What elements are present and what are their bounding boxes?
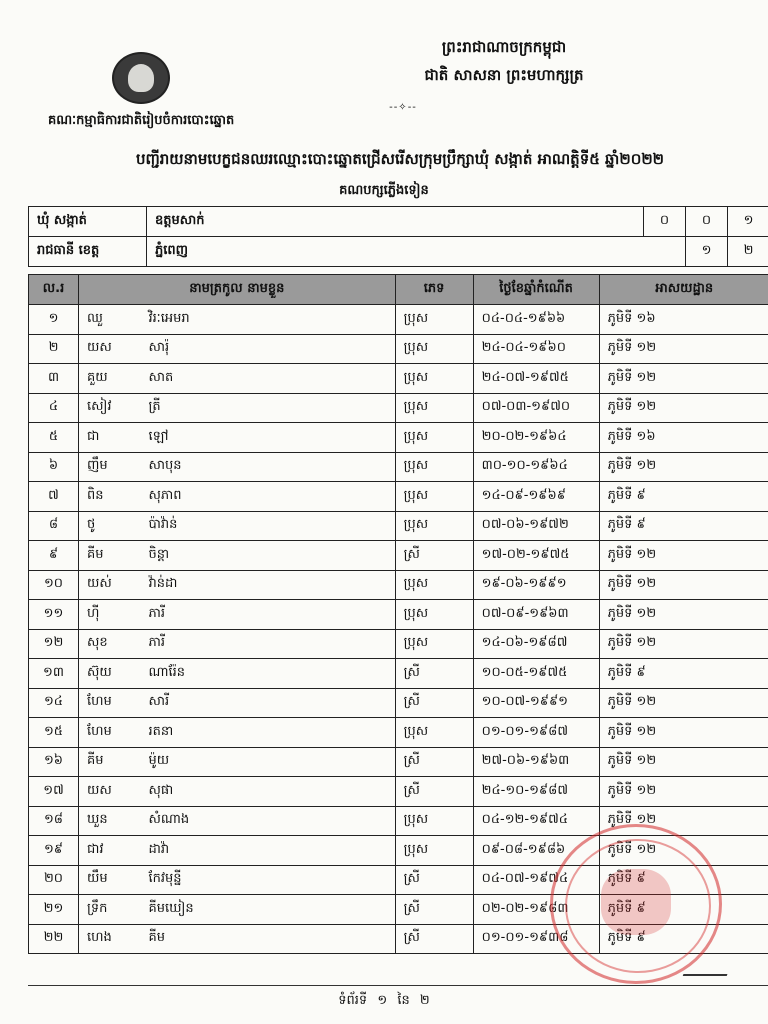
birth-date: ០៧-០៣-១៩៧០ [473,393,599,423]
surname: គីម [79,747,141,777]
given-name: ប៉ាវ៉ាន់ [141,511,396,541]
sex: ប្រុស [395,452,473,482]
address: ភូមិទី ១២ [599,452,768,482]
commune-row [29,207,768,237]
birth-date: ២០-០២-១៩៦៤ [473,423,599,453]
given-name: ចិន្ដា [141,541,396,571]
given-name: ភារី [141,629,396,659]
commune-value: ឧត្ដមសាក់ [147,207,644,237]
birth-date: ១០-០៧-១៩៩១ [473,688,599,718]
surname: យស [79,334,141,364]
table-row [29,629,768,659]
surname: ស៊ុយ [79,659,141,689]
surname: ហែម [79,688,141,718]
address: ភូមិទី ១២ [599,364,768,394]
table-row [29,334,768,364]
table-row [29,511,768,541]
table-row [29,718,768,748]
surname: យឹម [79,865,141,895]
surname: យស [79,777,141,807]
surname: ហេង [79,924,141,954]
address: ភូមិទី ១២ [599,334,768,364]
address: ភូមិទី ១២ [599,718,768,748]
commune-label: ឃុំ សង្កាត់ [29,207,147,237]
address: ភូមិទី ១២ [599,806,768,836]
birth-date: ១៧-០២-១៩៧៥ [473,541,599,571]
candidate-table [28,274,768,954]
province-code-digit: ២ [728,237,768,267]
row-number: ២១ [29,895,79,925]
birth-date: ០៧-០៦-១៩៧២ [473,511,599,541]
sex: ស្រី [395,895,473,925]
table-row [29,600,768,630]
table-row [29,423,768,453]
given-name: ភារី [141,600,396,630]
address: ភូមិទី ១២ [599,541,768,571]
birth-date: ២៤-០៧-១៩៧៥ [473,364,599,394]
commune-code-digit: ១ [728,207,768,237]
table-row [29,836,768,866]
sex: ប្រុស [395,364,473,394]
sex: ប្រុស [395,570,473,600]
sex: ស្រី [395,924,473,954]
address: ភូមិទី ១២ [599,600,768,630]
address: ភូមិទី ១២ [599,393,768,423]
row-number: ៩ [29,541,79,571]
address: ភូមិទី ៩ [599,482,768,512]
sex: ប្រុស [395,393,473,423]
given-name: សុភាព [141,482,396,512]
row-number: ១៤ [29,688,79,718]
table-row [29,865,768,895]
given-name: ឡៅ [141,423,396,453]
birth-date: ០១-០១-១៩៣៨ [473,924,599,954]
birth-date: ០២-០២-១៩៨៣ [473,895,599,925]
surname: ថូ [79,511,141,541]
birth-date: ០៤-១២-១៩៧៤ [473,806,599,836]
page-number: ១ [377,993,388,1008]
surname: ឈួ [79,305,141,335]
birth-date: ៣០-១០-១៩៦៤ [473,452,599,482]
birth-date: ១៩-០៦-១៩៩១ [473,570,599,600]
row-number: ១៣ [29,659,79,689]
given-name: រតនា [141,718,396,748]
table-row [29,393,768,423]
birth-date: ២៤-១០-១៩៨៧ [473,777,599,807]
sex: ប្រុស [395,718,473,748]
sex: ប្រុស [395,629,473,659]
commune-code-digit: ០ [686,207,728,237]
sex: ស្រី [395,777,473,807]
table-row [29,806,768,836]
table-row [29,659,768,689]
address: ភូមិទី ១២ [599,629,768,659]
given-name: សាបុន [141,452,396,482]
row-number: ១៧ [29,777,79,807]
birth-date: ០៤-០៧-១៩៧៤ [473,865,599,895]
given-name: វ៉ាន់ដា [141,570,396,600]
address: ភូមិទី ៩ [599,511,768,541]
row-number: ១១ [29,600,79,630]
surname: ហែម [79,718,141,748]
given-name: សុផា [141,777,396,807]
party-name: គណបក្សភ្លើងទៀន [339,183,429,198]
row-number: ៦ [29,452,79,482]
address: ភូមិទី ១២ [599,777,768,807]
given-name: គីម [141,924,396,954]
page-of-label: នៃ [397,993,410,1008]
province-value: ភ្នំពេញ [147,237,686,267]
committee-name: គណៈកម្មាធិការជាតិរៀបចំការបោះឆ្នោត [48,113,235,128]
document-title: បញ្ជីរាយនាមបេក្ខជនឈរឈ្មោះបោះឆ្នោតជ្រើសរើសក្រុមប្រឹក្សាឃុំ សង្កាត់ អាណត្តិទី៥ ឆ្នាំ២០២២ [135,150,665,168]
location-info-table [28,206,768,267]
row-number: ៥ [29,423,79,453]
birth-date: ១៤-០៩-១៩៦៩ [473,482,599,512]
row-number: ២០ [29,865,79,895]
province-row [29,237,768,267]
sex: ប្រុស [395,305,473,335]
sex: ស្រី [395,747,473,777]
birth-date: ០៧-០៩-១៩៦៣ [473,600,599,630]
address: ភូមិទី ១២ [599,836,768,866]
row-number: ១៩ [29,836,79,866]
address: ភូមិទី ៩ [599,865,768,895]
row-number: ១៨ [29,806,79,836]
given-name: កែវមុន្នី [141,865,396,895]
birth-date: ១០-០៥-១៩៧៥ [473,659,599,689]
row-number: ១០ [29,570,79,600]
header-address: អាសយដ្ឋាន [599,275,768,305]
surname: សៀវ [79,393,141,423]
birth-date: ០៩-០៨-១៩៨៦ [473,836,599,866]
ornament-divider: --✧-- [389,102,417,113]
surname: យស់ [79,570,141,600]
header-number: ល.រ [29,275,79,305]
surname: ហ៊ី [79,600,141,630]
table-header-row [29,275,768,305]
province-label: រាជធានី ខេត្ត [29,237,147,267]
table-row [29,482,768,512]
address: ភូមិទី ១២ [599,570,768,600]
given-name: ដាវ៉ា [141,836,396,866]
given-name: វិរៈអេមរា [141,305,396,335]
table-row [29,924,768,954]
row-number: ៤ [29,393,79,423]
sex: ប្រុស [395,600,473,630]
address: ភូមិទី ១៦ [599,423,768,453]
address: ភូមិទី ១២ [599,688,768,718]
header-birth-date: ថ្ងៃខែឆ្នាំកំណើត [473,275,599,305]
page-footer [0,992,768,1011]
page-total: ២ [419,993,430,1008]
row-number: ៣ [29,364,79,394]
surname: ជាវ [79,836,141,866]
sex: ប្រុស [395,836,473,866]
birth-date: ១៤-០៦-១៩៨៧ [473,629,599,659]
table-row [29,570,768,600]
page-label: ទំព័រទី [338,993,368,1008]
surname: សុខ [79,629,141,659]
sex: ស្រី [395,659,473,689]
birth-date: ២៤-០៤-១៩៦០ [473,334,599,364]
sex: ប្រុស [395,334,473,364]
signature-mark [683,958,734,976]
birth-date: ២៧-០៦-១៩៦៣ [473,747,599,777]
kingdom-heading: ព្រះរាជាណាចក្រកម្ពុជា [441,38,567,56]
given-name: សារ៉ុ [141,334,396,364]
surname: ញឹម [79,452,141,482]
row-number: ១៦ [29,747,79,777]
surname: ជា [79,423,141,453]
address: ភូមិទី ៩ [599,924,768,954]
given-name: ណារ៉ែន [141,659,396,689]
address: ភូមិទី ៩ [599,895,768,925]
table-row [29,452,768,482]
row-number: ១ [29,305,79,335]
sex: ស្រី [395,865,473,895]
table-row [29,895,768,925]
surname: គីម [79,541,141,571]
table-row [29,541,768,571]
row-number: ១២ [29,629,79,659]
given-name: ម៉ូយ [141,747,396,777]
given-name: គីមឃៀន [141,895,396,925]
address: ភូមិទី ១២ [599,747,768,777]
table-row [29,688,768,718]
address: ភូមិទី ៩ [599,659,768,689]
sex: ស្រី [395,688,473,718]
table-row [29,747,768,777]
surname: ទ្រឹក [79,895,141,925]
row-number: ៧ [29,482,79,512]
row-number: ២២ [29,924,79,954]
table-row [29,777,768,807]
sex: ប្រុស [395,511,473,541]
birth-date: ០៤-០៤-១៩៦៦ [473,305,599,335]
given-name: សារី [141,688,396,718]
sex: ប្រុស [395,423,473,453]
footer-divider [28,985,768,986]
national-motto: ជាតិ សាសនា ព្រះមហាក្សត្រ [424,66,584,84]
candidate-rows [29,305,768,954]
surname: ឃួន [79,806,141,836]
header-name: នាមត្រកូល នាមខ្លួន [79,275,396,305]
sex: ប្រុស [395,806,473,836]
given-name: សាត [141,364,396,394]
surname: ពិន [79,482,141,512]
row-number: ១៥ [29,718,79,748]
surname: គួយ [79,364,141,394]
commune-code-digit: ០ [644,207,686,237]
address: ភូមិទី ១៦ [599,305,768,335]
table-row [29,364,768,394]
given-name: សំណាង [141,806,396,836]
province-code-digit: ១ [686,237,728,267]
sex: ស្រី [395,541,473,571]
birth-date: ០១-០១-១៩៨៧ [473,718,599,748]
sex: ប្រុស [395,482,473,512]
row-number: ៨ [29,511,79,541]
given-name: ត្រី [141,393,396,423]
table-row [29,305,768,335]
row-number: ២ [29,334,79,364]
header-sex: ភេទ [395,275,473,305]
